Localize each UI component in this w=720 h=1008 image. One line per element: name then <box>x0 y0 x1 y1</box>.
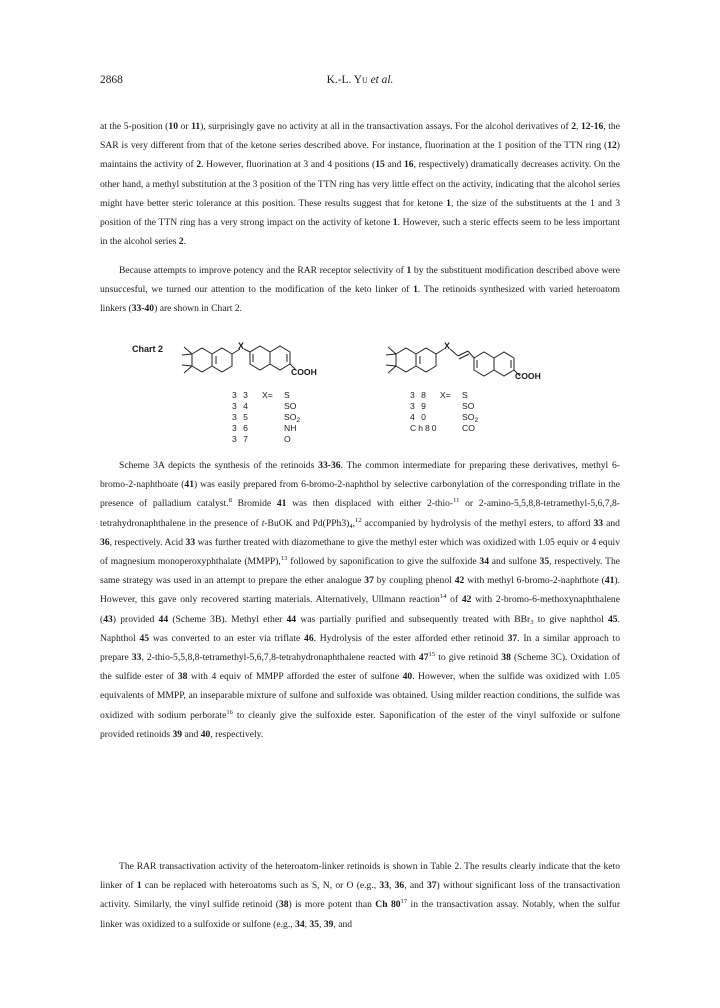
compound-ref: 41 <box>604 575 615 587</box>
citation-ref: 13 <box>280 555 288 563</box>
subscript: 3 <box>530 618 534 626</box>
linker-x-label-right: X <box>444 341 451 351</box>
compound-row <box>232 390 324 401</box>
compound-ref: 37 <box>507 632 518 644</box>
compound-ref: 34 <box>479 556 489 568</box>
compound-ref: 1 <box>413 284 418 296</box>
compound-number: 3 7 <box>232 434 250 444</box>
compound-number: 3 9 <box>410 401 428 411</box>
acid-label-right: COOH <box>515 371 541 381</box>
compound-ref: 33 <box>593 517 604 529</box>
compound-list-left <box>232 390 324 445</box>
citation-ref: 11 <box>453 497 460 505</box>
citation-ref: 12 <box>355 516 362 524</box>
structure-right-svg <box>382 338 572 390</box>
compound-ref: 42 <box>461 594 472 606</box>
compound-ref: 37 <box>426 880 437 892</box>
compound-ref: 38 <box>177 671 188 683</box>
compound-ref: 46 <box>304 632 314 644</box>
compound-row <box>232 434 324 445</box>
compound-number: 3 6 <box>232 423 250 433</box>
structure-left-svg <box>178 338 348 390</box>
linker-substituent: CO <box>462 423 475 433</box>
compound-ref: 34 <box>295 918 305 930</box>
compound-number: 3 5 <box>232 412 250 422</box>
compound-number: 3 8 <box>410 390 428 400</box>
compound-ref: 38 <box>278 899 289 911</box>
compound-ref: 2 <box>196 159 202 171</box>
author-et-al: et al. <box>370 74 394 86</box>
compound-ref: 40 <box>200 728 211 740</box>
compound-ref: 37 <box>364 575 374 587</box>
chart-2-figure <box>120 338 590 448</box>
x-equals-label: X= <box>262 390 273 400</box>
linker-substituent: O <box>284 434 291 444</box>
compound-ref: 39 <box>172 728 183 740</box>
linker-substituent: S <box>284 390 290 400</box>
acid-label-left: COOH <box>291 367 317 377</box>
compound-ref: 44 <box>158 613 169 625</box>
author-lead: K.-L. Y <box>326 74 362 86</box>
compound-number: 3 3 <box>232 390 250 400</box>
citation-ref: 16 <box>226 708 233 716</box>
compound-ref: 38 <box>501 652 511 664</box>
compound-ref: 39 <box>323 918 334 930</box>
compound-ref: 1 <box>406 265 412 276</box>
compound-ref: 44 <box>286 613 297 625</box>
x-equals-label <box>440 401 462 412</box>
compound-ref: Ch 80 <box>375 899 401 911</box>
structure-left <box>178 338 348 390</box>
compound-list-right <box>410 390 502 434</box>
paragraph-4: The RAR transactivation activity of the heteroatom-linker retinoids is shown in Table 2. The results clearly indicate that the keto linker of 1 can be replaced with heteroatoms such as S, N, or O (e.g., 33, 36, and 37) without significant loss of the transactivation activity. Similarly, the vinyl sulfide retinoid (38) is more potent than Ch $80^{17}$ in the transactivation assay. Notably, when the sulfur linker was oxidized to a sulfoxide or sulfone (e.g., 34, 35, 39, and <box>100 861 621 930</box>
linker-substituent: NH <box>284 423 297 433</box>
compound-ref: 12 <box>607 140 617 152</box>
linker-substituent: $SO_2$ <box>284 412 301 424</box>
compound-ref: 2 <box>178 236 184 248</box>
compound-row <box>410 423 502 434</box>
subscript: 4 <box>349 522 353 530</box>
compound-ref: 43 <box>103 613 113 625</box>
linker-x-label-left: X <box>238 341 245 351</box>
compound-ref: 1 <box>136 880 142 892</box>
compound-ref: 16 <box>403 159 414 171</box>
compound-ref: 33 <box>379 880 389 892</box>
paragraph-3: Scheme 3A depicts the synthesis of the retinoids 33-36. The common intermediate for preparing these derivatives, methyl 6-bromo-2-naphthoate (41) was easily prepared from 6-bromo-2-naphthol by selective carbonylation of the corresponding triflate in the presence of palladium catalyst.$^8$ Bromide 41 was then displaced with either 2-thio-$^{11}$ or 2-amino-5,5,8,8-tetramethyl-5,6,7,8-tetrahydronaphthalene in the presence of t-BuOK and $Pd(PPh3)_4,^{12}$ accompanied by hydrolysis of the methyl esters, to afford 33 and 36, respectively. Acid 33 was further treated with diazomethane to give the methyl ester which was oxidized with 1.05 equiv or 4 equiv of magnesium monoperoxyphthalate (MMPP),$^{13}$ followed by saponification to give the sulfoxide 34 and sulfone 35, respectively. The same strategy was used in an attempt to prepare the ether analogue 37 by coupling phenol 42 with methyl 6-bromo-2-naphthote (41). However, this gave only recovered starting materials. Alternatively, Ullmann reaction$^{14}$ of 42 with 2-bromo-6-methoxynaphthalene (43) provided 44 (Scheme 3B). Methyl ether 44 was partially purified and subsequently treated with BBr$_3$ to give naphthol 45. Naphthol 45 was converted to an ester via triflate 46. Hydrolysis of the ester afforded ether retinoid 37. In a similar approach to prepare 33, 2-thio-5,5,8,8-tetramethyl-5,6,7,8-tetrahydronaphthalene reacted with $47^{15}$ to give retinoid 38 (Scheme 3C). Oxidation of the sulfide ester of 38 with 4 equiv of MMPP afforded the ester of sulfone 40. However, when the sulfide was oxidized with 1.05 equivalents of MMPP, an inseparable mixture of sulfone and sulfoxide was obtained. Using milder reaction conditions, the sulfide was oxidized with sodium perborate$^{16}$ to cleanly give the sulfoxide ester. Saponification of the ester of the vinyl sulfoxide or sulfone provided retinoids 39 and 40, respectively. <box>100 460 621 740</box>
compound-ref: 1 <box>392 217 398 229</box>
compound-ref: 36 <box>394 880 405 892</box>
compound-ref: 47 <box>418 652 429 664</box>
linker-substituent: S <box>462 390 468 400</box>
compound-ref: 10 <box>168 121 178 132</box>
author-small-caps: u <box>361 74 368 86</box>
x-equals-label <box>262 401 284 412</box>
compound-ref: 33 <box>131 652 142 664</box>
citation-ref: 15 <box>428 651 436 659</box>
x-equals-label <box>440 423 462 434</box>
x-equals-label: X= <box>440 390 451 400</box>
compound-number: Ch80 <box>410 423 439 433</box>
x-equals-label <box>262 423 284 434</box>
x-equals-label <box>262 412 284 423</box>
citation-ref: 17 <box>400 898 408 906</box>
compound-ref: 2 <box>571 121 576 132</box>
compound-ref: 41 <box>184 479 194 491</box>
compound-ref: 33-36 <box>318 460 341 471</box>
linker-substituent: SO <box>284 401 297 411</box>
running-head <box>0 74 720 90</box>
paragraph-2: Because attempts to improve potency and the RAR receptor selectivity of 1 by the substituent modification described above were unsuccesful, we turned our attention to the modification of the keto linker of 1. The retinoids synthesized with varied heteroatom linkers (33-40) are shown in Chart 2. <box>100 265 620 315</box>
compound-ref: 1 <box>446 197 451 209</box>
x-equals-label <box>440 412 462 423</box>
linker-substituent: SO <box>462 401 475 411</box>
compound-row <box>232 423 324 434</box>
compound-ref: 35 <box>539 556 550 568</box>
citation-ref: 14 <box>439 593 447 601</box>
compound-ref: 45 <box>139 632 150 644</box>
compound-ref: 33-40 <box>131 303 155 315</box>
compound-ref: 15 <box>375 159 385 171</box>
compound-ref: 41 <box>276 498 287 510</box>
compound-ref: 45 <box>607 613 618 625</box>
linker-substituent: $SO_2$ <box>462 412 479 424</box>
x-equals-label <box>262 434 284 445</box>
compound-row <box>410 390 502 401</box>
citation-ref: 8 <box>228 497 232 505</box>
compound-number: 3 4 <box>232 401 250 411</box>
compound-row <box>232 401 324 412</box>
compound-ref: 12-16 <box>580 121 604 132</box>
structure-right <box>382 338 572 390</box>
compound-number: 4 0 <box>410 412 428 422</box>
italic-text: t <box>261 517 265 529</box>
compound-row <box>232 412 324 423</box>
compound-ref: 33 <box>185 536 196 548</box>
compound-ref: 36 <box>100 536 110 548</box>
compound-ref: 11 <box>191 121 201 132</box>
compound-row <box>410 412 502 423</box>
paragraph-1: at the 5-position (10 or 11), surprisingly gave no activity at all in the transactivation assays. For the alcohol derivatives of 2, 12-16, the SAR is very different from that of the ketone series described above. For instance, fluorination at the 1 position of the TTN ring (12) maintains the activity of 2. However, fluorination at 3 and 4 positions (15 and 16, respectively) dramatically decreases activity. On the other hand, a methyl substitution at the 3 position of the TTN ring has very little effect on the activity, indicating that the alcohol series might have better steric tolerance at this position. These results suggest that for ketone 1, the size of the substituents at the 1 and 3 position of the TTN ring has a very strong impact on the activity of ketone 1. However, such a steric effects seem to be less important in the alcohol series 2. <box>100 121 620 248</box>
page-number: 2868 <box>100 74 123 86</box>
running-title <box>0 74 720 86</box>
compound-ref: 40 <box>402 671 413 683</box>
compound-ref: 35 <box>309 918 320 930</box>
chart-label: Chart 2 <box>132 344 164 354</box>
compound-row <box>410 401 502 412</box>
compound-ref: 42 <box>454 575 465 587</box>
